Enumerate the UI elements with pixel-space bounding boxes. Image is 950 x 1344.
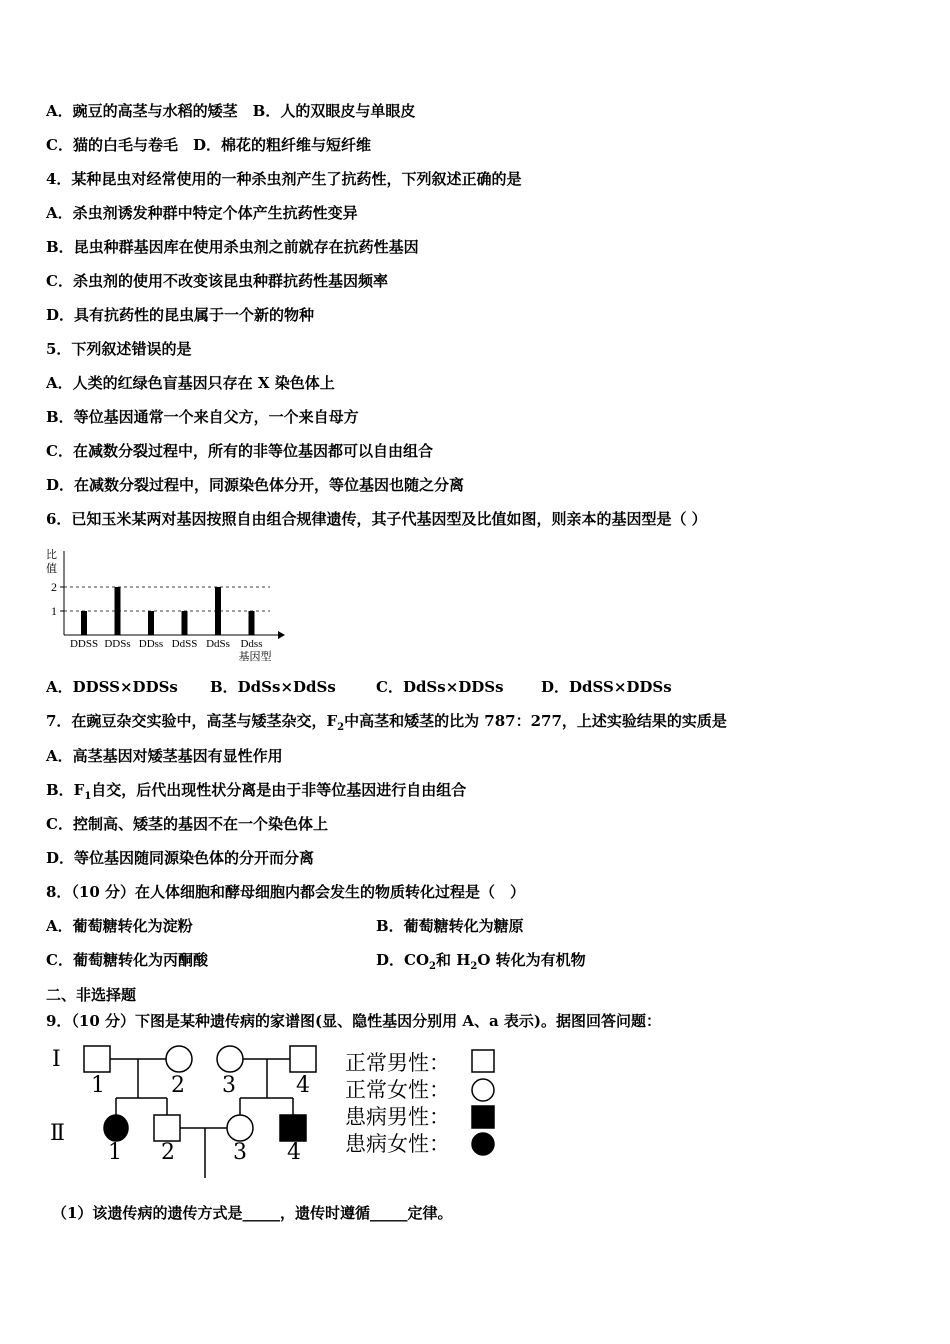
q7-option-a: A．高茎基因对矮茎基因有显性作用 xyxy=(46,747,283,765)
y-tick-label: 2 xyxy=(51,580,57,594)
legend-normal-male-symbol xyxy=(472,1050,494,1072)
q7-stem-part2: 中高茎和矮茎的比为 787：277，上述实验结果的实质是 xyxy=(344,712,727,730)
y-axis-label-char: 比 xyxy=(46,549,57,561)
x-axis-title: 基因型 xyxy=(238,651,272,663)
q5-option-d: D．在减数分裂过程中，同源染色体分开，等位基因也随之分离 xyxy=(46,476,465,494)
x-tick-label: DdSs xyxy=(206,638,230,650)
generation-2-label: Ⅱ xyxy=(50,1121,65,1146)
legend-affected-female-label: 患病女性： xyxy=(345,1132,450,1156)
q8-option-d xyxy=(376,950,586,977)
q8-option-b: B．葡萄糖转化为糖原 xyxy=(376,917,524,935)
q6-genotype-ratio-chart xyxy=(40,545,290,665)
x-tick-label: DDSS xyxy=(69,638,99,650)
q7-stem-subscript: 2 xyxy=(337,722,345,733)
q4-option-a: A．杀虫剂诱发种群中特定个体产生抗药性变异 xyxy=(46,204,358,222)
q7-option-b-part1: B．F xyxy=(46,781,85,799)
legend-normal-female-symbol xyxy=(472,1079,494,1101)
x-tick-label: Ddss xyxy=(240,638,263,650)
gen1-number-3: 3 xyxy=(222,1073,236,1098)
q7-stem xyxy=(46,711,727,738)
bar-DdSS xyxy=(182,611,188,635)
bar-DDSs xyxy=(115,587,121,635)
q5-option-b: B．等位基因通常一个来自父方，一个来自母方 xyxy=(46,408,359,426)
gen1-male-1 xyxy=(84,1046,110,1072)
gen2-affected-female-1 xyxy=(104,1115,128,1141)
generation-1-label: Ⅰ xyxy=(52,1047,61,1072)
legend-affected-female-symbol xyxy=(472,1133,494,1155)
q8-option-d-part1: D．CO xyxy=(376,951,430,969)
q7-stem-part1: 7．在豌豆杂交实验中，高茎与矮茎杂交，F xyxy=(46,712,338,730)
gen2-number-4: 4 xyxy=(287,1140,301,1165)
y-axis-label-char: 值 xyxy=(46,563,57,575)
q7-option-b-subscript: 1 xyxy=(84,791,92,802)
legend-normal-male-label: 正常男性： xyxy=(345,1051,450,1075)
legend-normal-female-label: 正常女性： xyxy=(345,1078,450,1102)
q5-stem: 5．下列叙述错误的是 xyxy=(46,340,192,358)
section-heading: 二、非选择题 xyxy=(46,986,137,1004)
q8-option-a: A．葡萄糖转化为淀粉 xyxy=(46,917,193,935)
q6-option-d: D．DdSS×DDSs xyxy=(541,678,672,696)
q4-option-d: D．具有抗药性的昆虫属于一个新的物种 xyxy=(46,306,315,324)
y-tick-label: 1 xyxy=(51,604,57,618)
gen1-number-2: 2 xyxy=(171,1073,185,1098)
q4-option-b: B．昆虫种群基因库在使用杀虫剂之前就存在抗药性基因 xyxy=(46,238,419,256)
legend-affected-male-symbol xyxy=(472,1106,494,1128)
gen2-female-3 xyxy=(227,1115,253,1141)
q8-option-d-part3: O 转化为有机物 xyxy=(477,951,586,969)
bar-DdSs xyxy=(215,587,221,635)
bar-DDss xyxy=(148,611,154,635)
gen2-number-2: 2 xyxy=(161,1140,175,1165)
q9-stem: 9．（10 分）下图是某种遗传病的家谱图(显、隐性基因分别用 A、a 表示)。据图回答问题： xyxy=(46,1012,662,1030)
q5-option-c: C．在减数分裂过程中，所有的非等位基因都可以自由组合 xyxy=(46,442,433,460)
q7-option-c: C．控制高、矮茎的基因不在一个染色体上 xyxy=(46,815,328,833)
q8-option-d-part2: 和 H xyxy=(435,951,471,969)
q8-option-d-sub2: 2 xyxy=(470,961,478,972)
x-tick-label: DdSS xyxy=(171,638,198,650)
q7-option-b xyxy=(46,780,466,807)
gen2-number-1: 1 xyxy=(108,1140,122,1165)
x-axis-arrow xyxy=(278,631,285,639)
bar-Ddss xyxy=(249,611,255,635)
q8-option-d-sub1: 2 xyxy=(429,961,436,972)
gen1-number-1: 1 xyxy=(91,1073,105,1098)
q8-stem: 8．（10 分）在人体细胞和酵母细胞内都会发生的物质转化过程是（ ） xyxy=(46,883,526,901)
q7-option-d: D．等位基因随同源染色体的分开而分离 xyxy=(46,849,315,867)
q4-option-c: C．杀虫剂的使用不改变该昆虫种群抗药性基因频率 xyxy=(46,272,388,290)
q7-option-b-part2: 自交，后代出现性状分离是由于非等位基因进行自由组合 xyxy=(91,781,467,799)
q5-option-a: A．人类的红绿色盲基因只存在 X 染色体上 xyxy=(46,374,335,392)
gen1-female-2 xyxy=(166,1046,192,1072)
gen1-number-4: 4 xyxy=(296,1073,310,1098)
gen2-male-2 xyxy=(154,1115,180,1141)
q6-option-c: C．DdSs×DDSs xyxy=(376,678,504,696)
gen2-affected-male-4 xyxy=(280,1115,306,1141)
q6-option-a: A．DDSS×DDSs xyxy=(46,678,178,696)
gen1-female-3 xyxy=(217,1046,243,1072)
q4-stem: 4．某种昆虫对经常使用的一种杀虫剂产生了抗药性，下列叙述正确的是 xyxy=(46,170,522,188)
q9-subquestion-1: （1）该遗传病的遗传方式是_____，遗传时遵循_____定律。 xyxy=(52,1204,453,1222)
q3-options-row1: A．豌豆的高茎与水稻的矮茎 B．人的双眼皮与单眼皮 xyxy=(46,102,416,120)
bar-DDSS xyxy=(81,611,87,635)
q6-stem: 6．已知玉米某两对基因按照自由组合规律遗传，其子代基因型及比值如图，则亲本的基因型是（ ） xyxy=(46,510,707,528)
x-tick-label: DDSs xyxy=(104,638,131,650)
q8-option-c: C．葡萄糖转化为丙酮酸 xyxy=(46,951,208,969)
q6-option-b: B．DdSs×DdSs xyxy=(210,678,336,696)
y-axis-label-group xyxy=(46,547,57,575)
x-tick-label: DDss xyxy=(138,638,164,650)
q3-options-row2: C．猫的白毛与卷毛 D．棉花的粗纤维与短纤维 xyxy=(46,136,371,154)
legend-affected-male-label: 患病男性： xyxy=(345,1105,450,1129)
gen2-number-3: 3 xyxy=(233,1140,247,1165)
pedigree-chart xyxy=(40,1040,510,1180)
gen1-male-4 xyxy=(290,1046,316,1072)
